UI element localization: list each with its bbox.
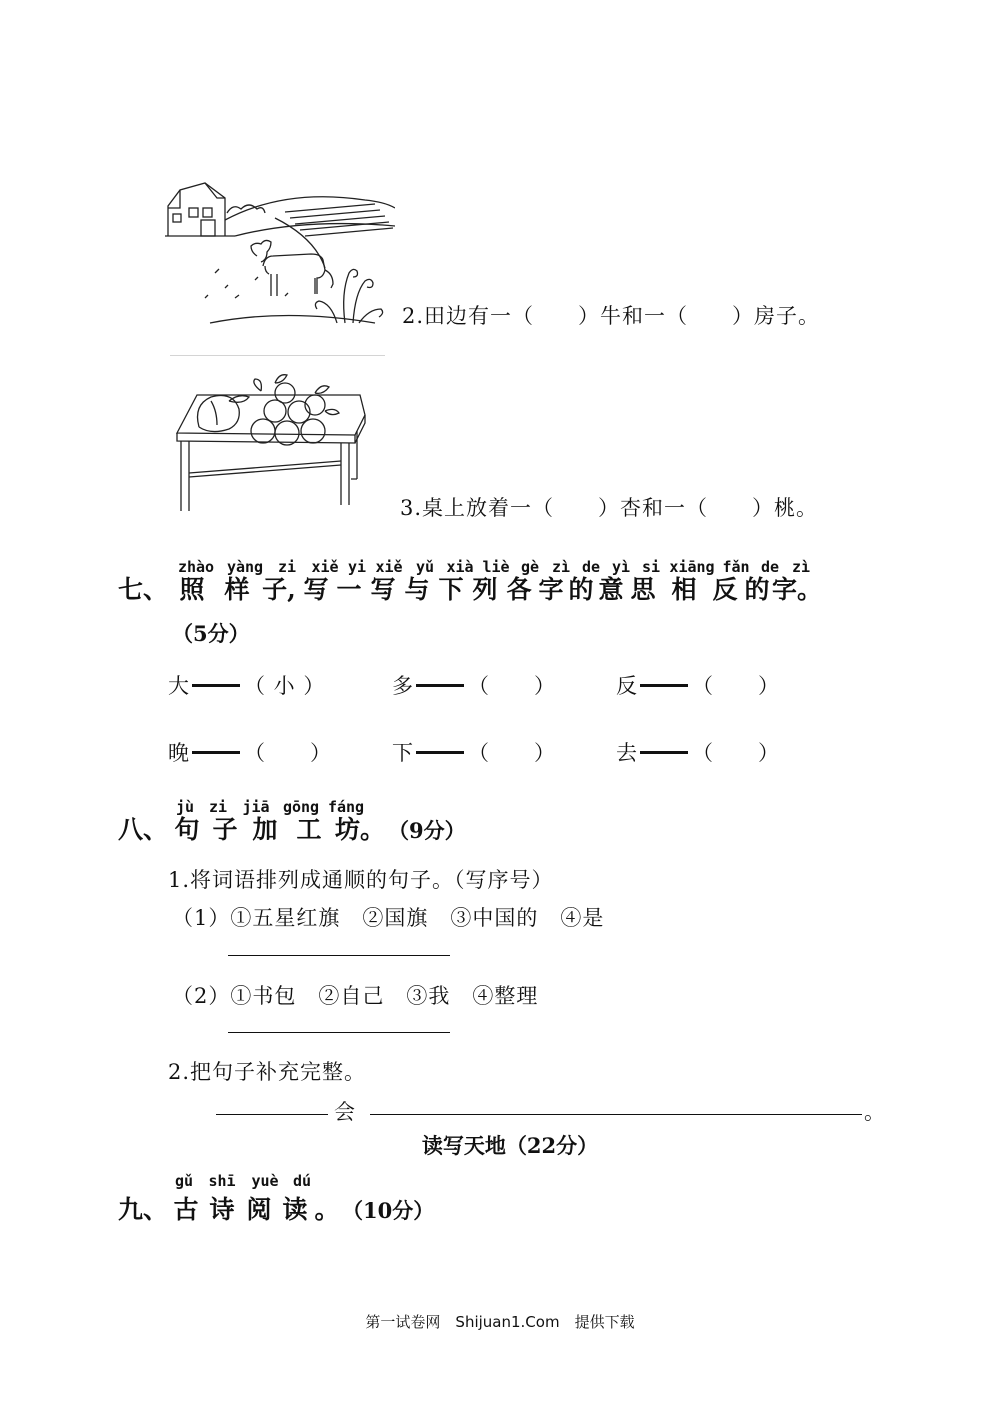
title-char: 古	[173, 1195, 199, 1224]
title-char: 与	[404, 575, 430, 604]
antonym-item	[616, 670, 780, 700]
footer-text: 第一试卷网 Shijuan1.Com 提供下载	[365, 1313, 635, 1331]
pinyin: gǔ	[174, 1172, 194, 1190]
title-char: 照	[179, 575, 205, 604]
antonym-item	[392, 737, 556, 767]
question-8-1: 1.将词语排列成通顺的句子。（写序号）	[168, 868, 554, 892]
pinyin: gè	[520, 558, 540, 576]
dash-line	[192, 751, 240, 754]
antonym-word: 晚	[168, 741, 190, 765]
antonym-answer: （ 小 ）	[244, 674, 326, 698]
pinyin: fáng	[327, 798, 365, 816]
title-char: 。	[314, 1195, 340, 1224]
pinyin: xià	[446, 558, 474, 576]
pinyin: dú	[292, 1172, 312, 1190]
section9-pinyin	[168, 1172, 318, 1190]
pinyin: yì	[611, 558, 631, 576]
answer-line[interactable]	[216, 1114, 328, 1115]
pinyin: zi	[277, 558, 297, 576]
question-8-1-2: （2）①书包 ②自己 ③我 ④整理	[172, 984, 539, 1008]
section9-heading	[118, 1190, 434, 1226]
antonym-item	[392, 670, 556, 700]
section8-heading	[118, 810, 466, 846]
pinyin: xiě	[375, 558, 403, 576]
answer-line[interactable]	[228, 955, 450, 956]
pinyin: zi	[208, 798, 228, 816]
question-8-1-1: （1）①五星红旗 ②国旗 ③中国的 ④是	[172, 906, 605, 930]
title-char: 反	[712, 575, 738, 604]
title-char: 下	[438, 575, 464, 604]
pinyin: de	[581, 558, 601, 576]
table-fruit-illustration	[165, 355, 387, 513]
title-char: 相	[671, 575, 697, 604]
question-8-2: 2.把句子补充完整。	[168, 1060, 367, 1084]
dash-line	[640, 751, 688, 754]
pinyin: zì	[791, 558, 811, 576]
pinyin: gōng	[282, 798, 320, 816]
sentence-connector: 会	[334, 1100, 356, 1124]
pinyin: yuè	[251, 1172, 279, 1190]
sentence-end: 。	[864, 1100, 886, 1124]
answer-line[interactable]	[370, 1114, 862, 1115]
section-number: 七、	[118, 575, 169, 604]
title-char: 读	[282, 1195, 308, 1224]
pinyin: de	[760, 558, 780, 576]
antonym-word: 多	[392, 674, 414, 698]
antonym-answer: （ ）	[244, 741, 332, 765]
question-6-3: 3.桌上放着一（ ）杏和一（ ）桃。	[400, 496, 819, 520]
title-char: 各	[506, 575, 532, 604]
title-char: 思	[630, 575, 656, 604]
pinyin: xiě	[311, 558, 339, 576]
antonym-answer: （ ）	[468, 674, 556, 698]
pinyin: si	[641, 558, 661, 576]
antonym-answer: （ ）	[692, 674, 780, 698]
pinyin: yǔ	[415, 558, 435, 576]
section-number: 八、	[118, 815, 169, 844]
title-char: 工	[296, 815, 322, 844]
section-number: 九、	[118, 1195, 169, 1224]
title-char: 字。	[772, 575, 823, 604]
title-char: 坊。	[335, 815, 386, 844]
section7-score: （5分）	[172, 621, 250, 646]
antonym-word: 去	[616, 741, 638, 765]
pinyin: jù	[175, 798, 195, 816]
title-char: 写	[303, 575, 329, 604]
dash-line	[640, 684, 688, 687]
pinyin: zhào	[177, 558, 215, 576]
reading-section-header: 读写天地（22分）	[421, 1133, 599, 1158]
pinyin: yàng	[226, 558, 264, 576]
title-char: 字	[538, 575, 564, 604]
antonym-item	[168, 737, 332, 767]
section9-score: （10分）	[342, 1198, 435, 1223]
title-char: 的	[744, 575, 770, 604]
section7-heading	[118, 570, 823, 606]
answer-line[interactable]	[228, 1032, 450, 1033]
title-char: 样	[224, 575, 250, 604]
title-char: 子	[212, 815, 238, 844]
title-char: 一	[336, 575, 362, 604]
antonym-word: 下	[392, 741, 414, 765]
section8-score: （9分）	[388, 818, 466, 843]
title-char: 的	[568, 575, 594, 604]
pinyin: xiāng	[669, 558, 715, 576]
antonym-word: 反	[616, 674, 638, 698]
antonym-answer: （ ）	[468, 741, 556, 765]
antonym-item	[616, 737, 780, 767]
pinyin: zì	[551, 558, 571, 576]
pinyin: jiā	[242, 798, 270, 816]
dash-line	[416, 684, 464, 687]
title-char: 意	[598, 575, 624, 604]
antonym-word: 大	[168, 674, 190, 698]
title-char: 阅	[246, 1195, 272, 1224]
dash-line	[416, 751, 464, 754]
farm-cow-illustration	[165, 178, 395, 326]
title-char: 写	[370, 575, 396, 604]
antonym-answer: （ ）	[692, 741, 780, 765]
title-char: 句	[174, 815, 200, 844]
pinyin: liè	[482, 558, 510, 576]
title-char: 列	[472, 575, 498, 604]
title-char: 子,	[262, 575, 296, 604]
pinyin: yi	[347, 558, 367, 576]
pinyin: shī	[208, 1172, 236, 1190]
title-char: 加	[252, 815, 278, 844]
antonym-item	[168, 670, 325, 700]
dash-line	[192, 684, 240, 687]
pinyin: fǎn	[722, 558, 750, 576]
question-6-2: 2.田边有一（ ）牛和一（ ）房子。	[402, 304, 821, 328]
title-char: 诗	[209, 1195, 235, 1224]
